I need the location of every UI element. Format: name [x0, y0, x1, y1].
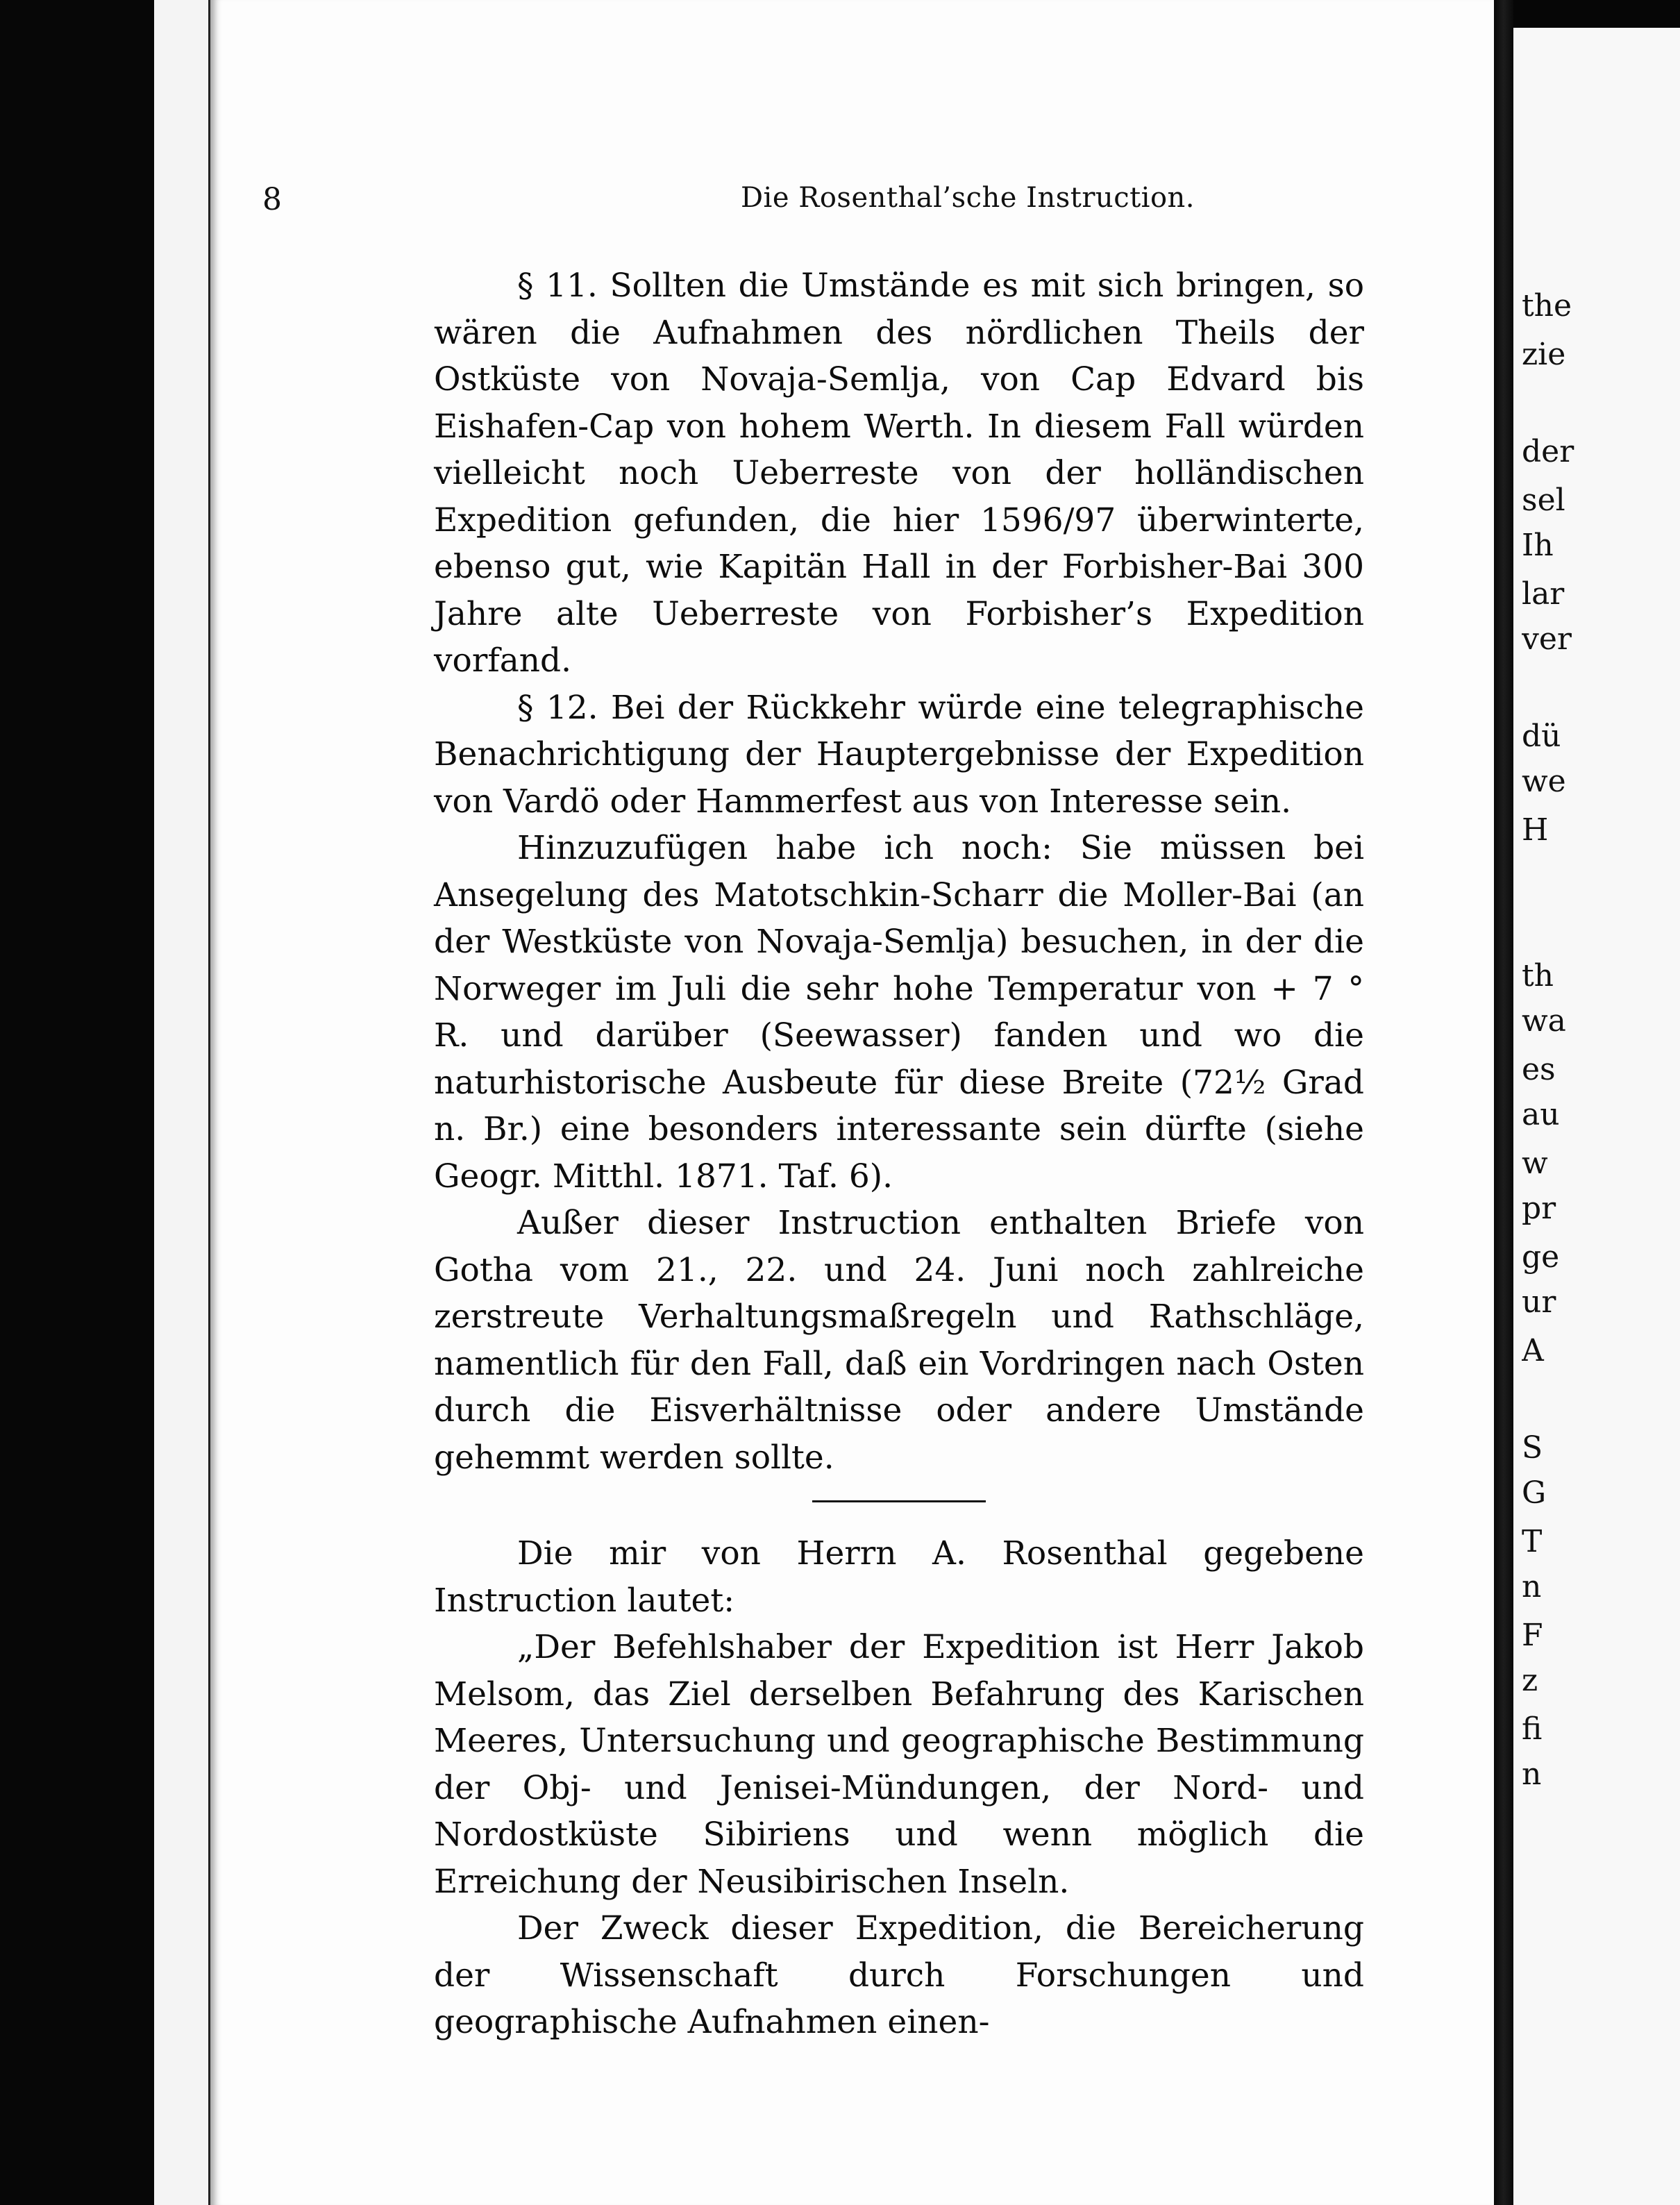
facing-fragment: fi [1522, 1711, 1543, 1747]
facing-fragment: ver [1522, 621, 1572, 657]
page-number: 8 [262, 182, 282, 217]
facing-fragment: H [1522, 812, 1549, 848]
paragraph-section-12: § 12. Bei der Rückkehr würde eine telegraphische Benachrichtigung der Hauptergebnisse der Expedition von Vardö oder Hammerfest aus von Interesse sein. [434, 688, 1364, 821]
book-gutter [1494, 0, 1513, 2205]
paragraph-section-11: § 11. Sollten die Umstände es mit sich bringen, so wären die Aufnahmen des nördlichen Theils der Ostküste von Novaja-Semlja, von Cap Edvard bis Eishafen-Cap von hohem Werth. In diesem Fall würden vielleicht noch Ueberreste von der holländischen Expedition gefunden, die hier 1596/97 überwinterte, ebenso gut, wie Kapitän Hall in der Forbisher-Bai 300 Jahre alte Ueberreste von Forbisher’s Expedition vorfand. [434, 267, 1364, 680]
facing-fragment: we [1522, 764, 1566, 799]
section-divider [812, 1500, 986, 1502]
body-text [434, 262, 1364, 2046]
paragraph-rosenthal-intro: Die mir von Herrn A. Rosenthal gegebene Instruction lautet: [434, 1534, 1364, 1620]
paragraph-letters: Außer dieser Instruction enthalten Briefe von Gotha vom 21., 22. und 24. Juni noch zahlreiche zerstreute Verhaltungsmaßregeln und Rathschläge, namentlich für den Fall, daß ein Vordringen nach Osten durch die Eisverhältnisse oder andere Umstände gehemmt werden sollte. [434, 1204, 1364, 1477]
facing-fragment: z [1522, 1663, 1538, 1698]
facing-fragment: th [1522, 958, 1554, 993]
running-head [262, 182, 1548, 224]
paragraph-quote-purpose: Der Zweck dieser Expedition, die Bereicherung der Wissenschaft durch Forschungen und geographische Aufnahmen einen- [434, 1909, 1364, 2041]
facing-fragment: au [1522, 1097, 1560, 1132]
facing-fragment: ge [1522, 1239, 1560, 1275]
facing-fragment: A [1522, 1333, 1544, 1368]
page-stack-edge [154, 0, 168, 2205]
facing-fragment: w [1522, 1146, 1548, 1181]
page-stack-edge [180, 0, 196, 2205]
facing-fragment: T [1522, 1524, 1543, 1559]
running-head-title: Die Rosenthal’sche Instruction. [740, 182, 1195, 214]
facing-fragment: the [1522, 288, 1572, 324]
facing-fragment: lar [1522, 576, 1565, 612]
facing-fragment: ur [1522, 1284, 1556, 1320]
facing-fragment: dü [1522, 719, 1561, 754]
facing-fragment: wa [1522, 1003, 1566, 1039]
facing-fragment: sel [1522, 483, 1565, 518]
facing-fragment: der [1522, 434, 1574, 469]
paragraph-quote-commander: „Der Befehlshaber der Expedition ist Herr Jakob Melsom, das Ziel derselben Befahrung des Karischen Meeres, Untersuchung und geographische Bestimmung der Obj- und Jenisei-Mündungen, der Nord- und Nordostküste Sibiriens und wenn möglich die Erreichung der Neusibirischen Inseln. [434, 1628, 1364, 1901]
facing-fragment: F [1522, 1618, 1543, 1653]
facing-page-text [1522, 0, 1680, 2205]
facing-fragment: pr [1522, 1191, 1556, 1226]
page-stack-edge [194, 0, 210, 2205]
facing-fragment: zie [1522, 337, 1566, 372]
facing-fragment: n [1522, 1757, 1542, 1792]
facing-fragment: n [1522, 1569, 1542, 1604]
page-stack-edge [167, 0, 182, 2205]
facing-fragment: es [1522, 1052, 1556, 1087]
facing-fragment: Ih [1522, 528, 1554, 563]
paragraph-addendum: Hinzuzufügen habe ich noch: Sie müssen bei Ansegelung des Matotschkin-Scharr die Moller-Bai (an der Westküste von Novaja-Semlja) besuchen, in der die Norweger im Juli die sehr hohe Temperatur von + 7 ° R. und darüber (Seewasser) fanden und wo die naturhistorische Ausbeute für diese Breite (72½ Grad n. Br.) eine besonders interessante sein dürfte (siehe Geogr. Mitthl. 1871. Taf. 6). [434, 829, 1364, 1196]
facing-fragment: S [1522, 1430, 1543, 1466]
facing-fragment: G [1522, 1475, 1547, 1511]
